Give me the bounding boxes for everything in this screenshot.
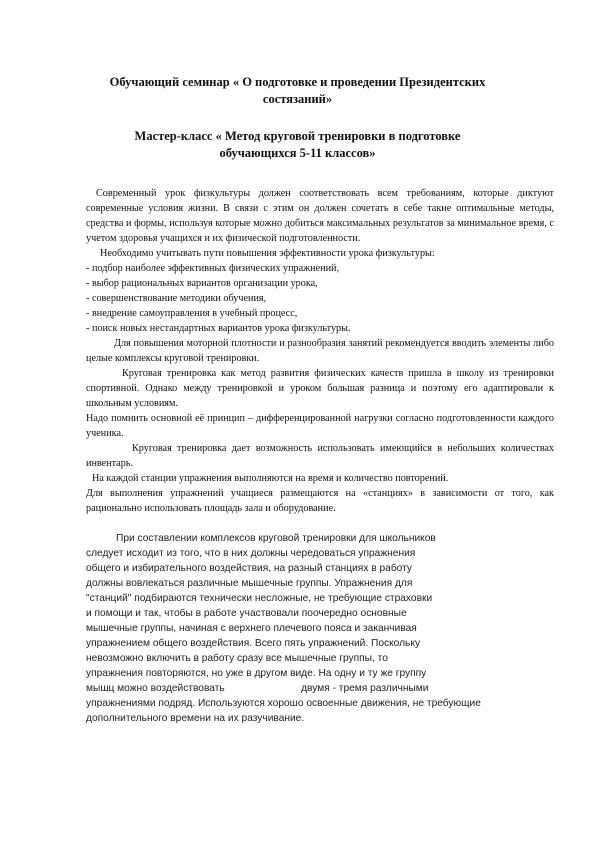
text-line: следует исходит из того, что в них должны чередоваться упражнения — [86, 548, 416, 559]
text-line: упражнения повторяются, но уже в другом виде. На одну и ту же группу — [86, 668, 427, 679]
text-line: должны вовлекаться различные мышечные группы. Упражнения для — [86, 578, 413, 589]
seminar-title: Обучающий семинар « О подготовке и проведении Президентских состязаний» — [109, 75, 486, 106]
text-line: "станций" подбираются технически несложные, не требующие страховки — [86, 593, 433, 604]
master-class-title: Мастер-класс « Метод круговой тренировки в подготовке обучающихся 5-11 классов» — [134, 129, 461, 160]
complex-text — [86, 531, 486, 726]
list-item: - подбор наиболее эффективных физических упражнений, — [86, 263, 340, 274]
paragraph-principle: Надо помнить основной её принцип – дифференцированной нагрузки согласно подготовленности каждого ученика. — [86, 413, 554, 439]
text-line: При составлении комплексов круговой тренировки для школьников — [116, 533, 436, 544]
list-item: - выбор рациональных вариантов организации урока, — [86, 278, 318, 289]
list-item: - внедрение самоуправления в учебный процесс, — [86, 308, 298, 319]
paragraph-ways: Необходимо учитывать пути повышения эффективности урока физкультуры: — [100, 248, 435, 259]
paragraph-motor-density: Для повышения моторной плотности и разнообразия занятий рекомендуется вводить элементы либо целые комплексы круговой тренировки. — [86, 338, 554, 364]
text-line: невозможно включить в работу сразу все мышечные группы, то — [86, 653, 388, 664]
paragraph-circuit-training: Круговая тренировка как метод развития физических качеств пришла в школу из тренировки спортивной. Однако между тренировкой и уроком большая разница и поэтому его адаптировали к школьным условиям. — [86, 368, 554, 409]
text-line: упражнением общего воздействия. Всего пять упражнений. Поскольку — [86, 638, 421, 649]
text-line: упражнениями подряд. Используются хорошо освоенные движения, не требующие — [86, 698, 481, 709]
list-item: - совершенствование методики обучения, — [86, 293, 267, 304]
main-text — [86, 186, 554, 516]
list-item: - поиск новых нестандартных вариантов урока физкультуры. — [86, 323, 351, 334]
paragraph-stations: На каждой станции упражнения выполняются на время и количество повторений. — [92, 473, 449, 484]
text-line: мышц можно воздействовать двумя - тремя различными — [86, 683, 429, 694]
text-line: общего и избирательного воздействия, на разный станциях в работу — [86, 563, 412, 574]
text-line: и помощи и так, чтобы в работе участвовали поочередно основные — [86, 608, 407, 619]
paragraph-equipment: Круговая тренировка дает возможность использовать имеющийся в небольших количествах инвентарь. — [86, 443, 554, 469]
paragraph-placement: Для выполнения упражнений учащиеся размещаются на «станциях» в зависимости от того, как рационально использовать площадь зала и оборудование. — [86, 488, 554, 514]
paragraph-intro: Современный урок физкультуры должен соответствовать всем требованиям, которые диктуют современные условия жизни. В связи с этим он должен сочетать в себе такие оптимальные методы, средства и формы, используя которые можно добиться максимальных результатов за минимальное время, с учетом здоровья учащихся и их физической подготовленности. — [86, 188, 554, 244]
text-line: дополнительного времени на их разучивание. — [86, 713, 305, 724]
text-line: мышечные группы, начиная с верхнего плечевого пояса и заканчивая — [86, 623, 417, 634]
